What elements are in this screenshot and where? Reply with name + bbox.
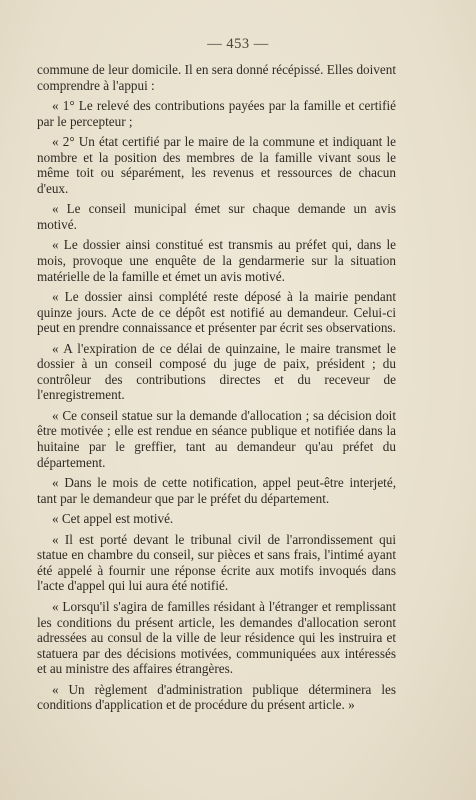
paragraph: « 1° Le relevé des contributions payées par la famille et certifié par le percepteur ; (37, 98, 396, 129)
paragraph: « Il est porté devant le tribunal civil de l'arrondissement qui statue en chambre du conseil, sur pièces et sans frais, l'intimé ayant été appelé à fournir une réponse écrite aux motifs invoqués dans l'acte d'appel qui lui aura été notifié. (37, 531, 396, 594)
paragraph: commune de leur domicile. Il en sera donné récépissé. Elles doivent comprendre à l'appui : (37, 62, 396, 93)
paragraph: « Cet appel est motivé. (52, 511, 174, 527)
paragraph: « 2° Un état certifié par le maire de la commune et indiquant le nombre et la position des membres de la famille vivant sous le même toit ou séparément, les revenus et ressources de chacun d'eux. (37, 134, 396, 196)
paragraph: « Le dossier ainsi constitué est transmis au préfet qui, dans le mois, provoque une enquête de la gendarmerie sur la situation matérielle de la famille et émet un avis motivé. (37, 237, 396, 284)
body-text (37, 62, 396, 718)
paragraph: « Le conseil municipal émet sur chaque demande un avis motivé. (37, 201, 396, 232)
page-number: — 453 — (207, 36, 269, 52)
paragraph: « Dans le mois de cette notification, appel peut-être interjeté, tant par le demandeur que par le préfet du département. (37, 475, 396, 506)
paragraph: « Un règlement d'administration publique déterminera les conditions d'application et de procédure du présent article. » (37, 681, 396, 713)
paragraph: « A l'expiration de ce délai de quinzaine, le maire transmet le dossier à un conseil composé du juge de paix, président ; du contrôleur des contributions directes et du receveur de l'enregistrement. (37, 340, 396, 403)
paragraph: « Ce conseil statue sur la demande d'allocation ; sa décision doit être motivée ; elle est rendue en séance publique et notifiée dans la huitaine par le greffier, tant au demandeur qu'au préfet du département. (37, 407, 396, 470)
paragraph: « Lorsqu'il s'agira de familles résidant à l'étranger et remplissant les conditions du présent article, les demandes d'allocation seront adressées au consul de la ville de leur résidence qui les instruira et statuera par des décisions motivées, communiquées aux intéressés et au ministre des affaires étrangères. (37, 598, 396, 677)
paragraph: « Le dossier ainsi complété reste déposé à la mairie pendant quinze jours. Acte de ce dépôt est notifié au demandeur. Celui-ci peut en prendre connaissance et présenter par écrit ses observations. (37, 289, 396, 336)
